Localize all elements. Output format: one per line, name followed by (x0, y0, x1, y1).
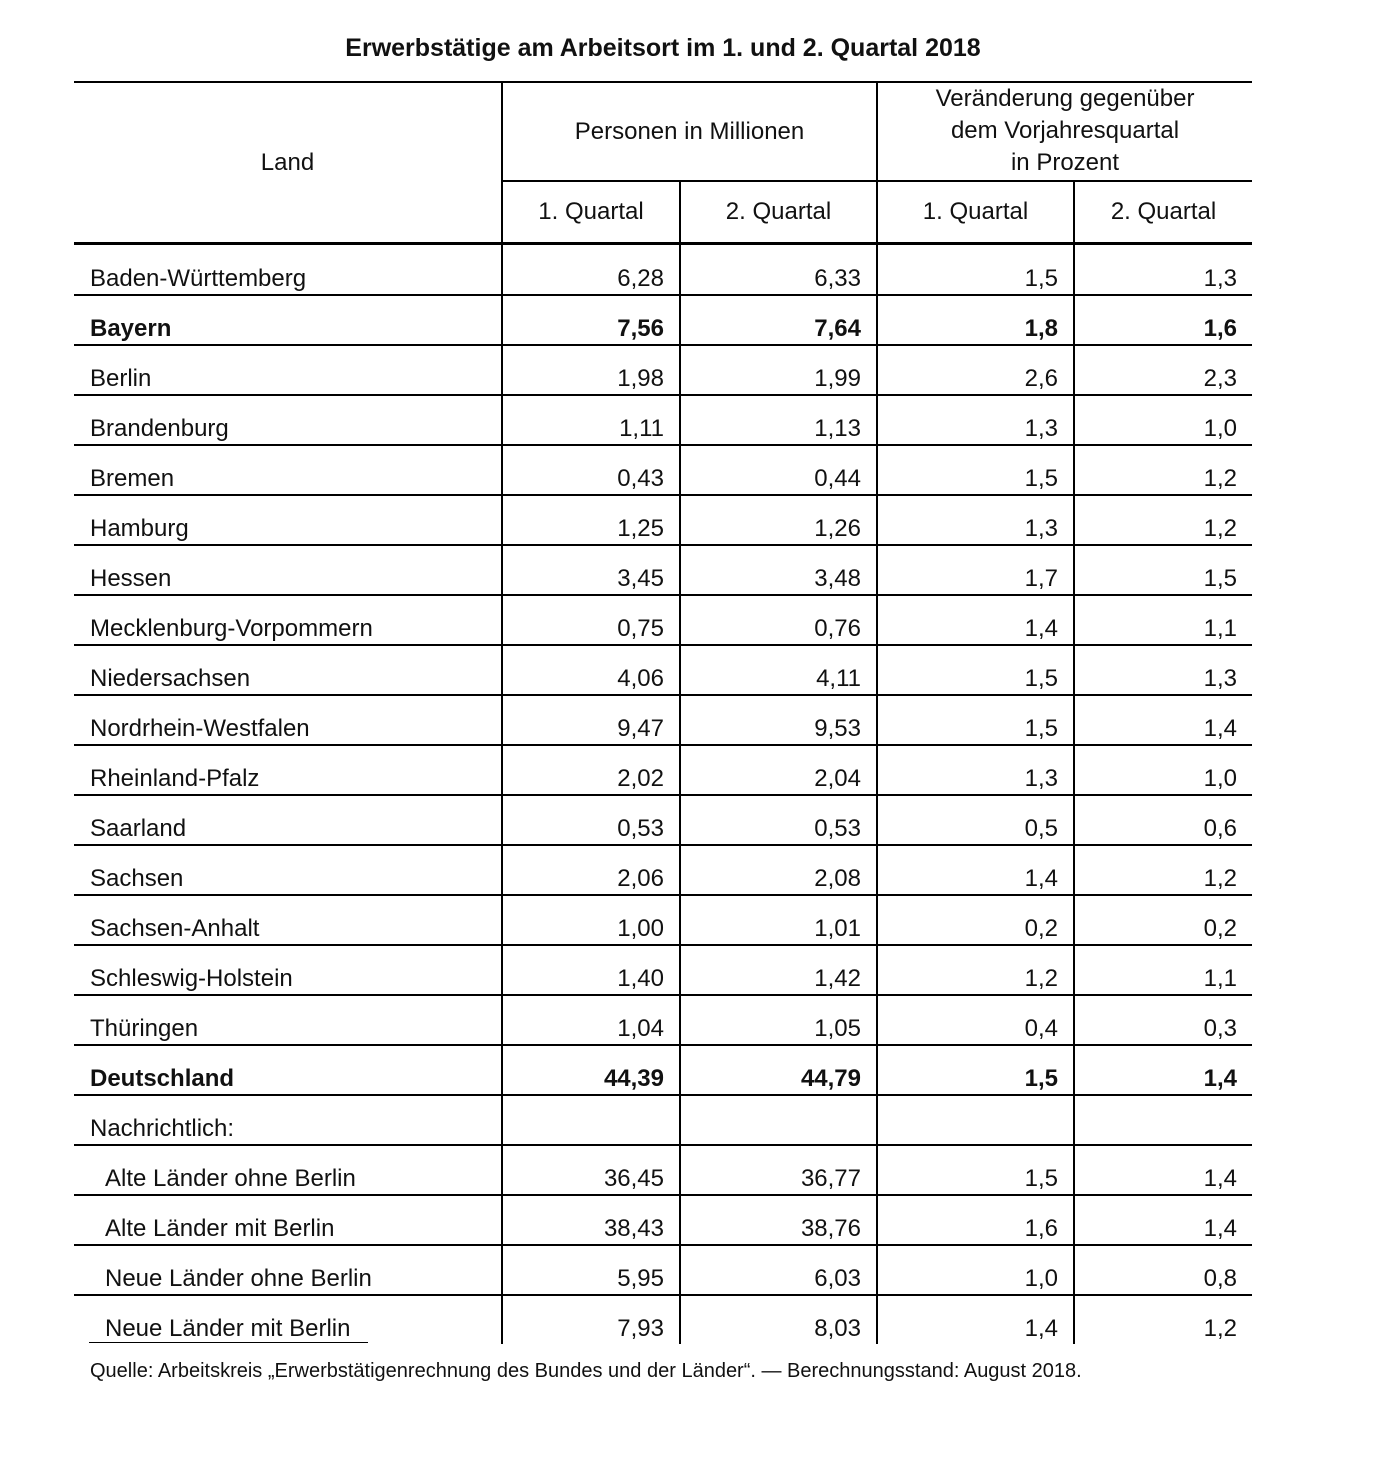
cell-veraenderung-q2: 1,2 (1074, 845, 1252, 895)
cell-personen-q2: 44,79 (680, 1045, 877, 1095)
row-name: Brandenburg (74, 395, 502, 445)
cell-personen-q1: 2,02 (502, 745, 680, 795)
table-row (74, 845, 1252, 895)
cell-personen-q1: 38,43 (502, 1195, 680, 1245)
row-name: Baden-Württemberg (74, 244, 502, 296)
row-name: Neue Länder mit Berlin (74, 1295, 502, 1344)
cell-personen-q2: 1,13 (680, 395, 877, 445)
header-personen-q1: 1. Quartal (502, 181, 680, 244)
cell-personen-q1: 44,39 (502, 1045, 680, 1095)
cell-veraenderung-q2: 0,3 (1074, 995, 1252, 1045)
cell-personen-q2: 36,77 (680, 1145, 877, 1195)
table-row-note-heading (74, 1095, 1252, 1145)
row-name: Sachsen-Anhalt (74, 895, 502, 945)
header-veraenderung-line3: in Prozent (1010, 149, 1120, 177)
cell-veraenderung-q1: 1,7 (877, 545, 1074, 595)
cell-veraenderung-q1 (877, 1095, 1074, 1145)
cell-personen-q1: 1,40 (502, 945, 680, 995)
cell-personen-q2: 6,03 (680, 1245, 877, 1295)
row-name: Mecklenburg-Vorpommern (74, 595, 502, 645)
table-row (74, 395, 1252, 445)
table-row (74, 1145, 1252, 1195)
cell-veraenderung-q1: 1,3 (877, 395, 1074, 445)
row-name: Hessen (74, 545, 502, 595)
cell-veraenderung-q2: 1,4 (1074, 695, 1252, 745)
cell-veraenderung-q1: 1,3 (877, 745, 1074, 795)
table-row (74, 595, 1252, 645)
cell-personen-q2: 2,04 (680, 745, 877, 795)
row-name: Thüringen (74, 995, 502, 1045)
cell-personen-q2: 3,48 (680, 545, 877, 595)
cell-personen-q1: 7,56 (502, 295, 680, 345)
cell-veraenderung-q1: 1,6 (877, 1195, 1074, 1245)
cell-veraenderung-q1: 1,5 (877, 1045, 1074, 1095)
cell-personen-q2: 9,53 (680, 695, 877, 745)
cell-veraenderung-q1: 0,4 (877, 995, 1074, 1045)
row-name: Alte Länder mit Berlin (74, 1195, 502, 1245)
cell-veraenderung-q2: 1,6 (1074, 295, 1252, 345)
cell-veraenderung-q2: 1,4 (1074, 1045, 1252, 1095)
header-veraenderung-line1: Veränderung gegenüber (935, 85, 1195, 113)
cell-veraenderung-q2: 1,2 (1203, 1315, 1238, 1342)
cell-personen-q1: 0,75 (502, 595, 680, 645)
table-row (74, 244, 1252, 296)
cell-personen-q1: 5,95 (502, 1245, 680, 1295)
cell-personen-q1: 2,06 (502, 845, 680, 895)
cell-veraenderung-q2: 1,1 (1074, 595, 1252, 645)
row-name: Neue Länder ohne Berlin (74, 1245, 502, 1295)
table-row (74, 545, 1252, 595)
header-land: Land (74, 82, 502, 244)
cell-personen-q1: 3,45 (502, 545, 680, 595)
table-row (74, 895, 1252, 945)
cell-veraenderung-q1: 1,0 (877, 1245, 1074, 1295)
row-name: Berlin (74, 345, 502, 395)
table-row (74, 995, 1252, 1045)
row-name: Deutschland (74, 1045, 502, 1095)
cell-veraenderung-q2: 0,6 (1074, 795, 1252, 845)
cell-veraenderung-q2 (1074, 1095, 1252, 1145)
cell-veraenderung-q1: 2,6 (877, 345, 1074, 395)
cell-veraenderung-q1: 0,2 (877, 895, 1074, 945)
cell-veraenderung-q1: 1,5 (877, 445, 1074, 495)
cell-personen-q2: 1,05 (680, 995, 877, 1045)
cell-personen-q2 (680, 1095, 877, 1145)
footnote-divider (89, 1342, 368, 1343)
cell-personen-q1: 6,28 (502, 244, 680, 296)
header-veraenderung-q1: 1. Quartal (877, 181, 1074, 244)
cell-veraenderung-q2: 0,8 (1074, 1245, 1252, 1295)
cell-personen-q2: 1,99 (680, 345, 877, 395)
row-name: Nordrhein-Westfalen (74, 695, 502, 745)
cell-personen-q1: 9,47 (502, 695, 680, 745)
cell-veraenderung-q2: 1,0 (1074, 395, 1252, 445)
cell-veraenderung-q2: 1,2 (1074, 495, 1252, 545)
cell-veraenderung-q1: 1,4 (877, 595, 1074, 645)
cell-personen-q2: 1,42 (680, 945, 877, 995)
cell-veraenderung-q1: 1,3 (877, 495, 1074, 545)
table-row (74, 795, 1252, 845)
table-row (74, 295, 1252, 345)
cell-personen-q1: 1,98 (502, 345, 680, 395)
table-row (74, 1195, 1252, 1245)
cell-veraenderung-q2: 1,4 (1074, 1195, 1252, 1245)
cell-veraenderung-q1: 1,5 (877, 645, 1074, 695)
table-row (74, 945, 1252, 995)
cell-personen-q1 (502, 1095, 680, 1145)
cell-veraenderung-q2: 1,4 (1074, 1145, 1252, 1195)
row-name: Bremen (74, 445, 502, 495)
table-row (74, 345, 1252, 395)
cell-personen-q1: 1,11 (502, 395, 680, 445)
cell-veraenderung-q1: 1,5 (877, 244, 1074, 296)
table-row (74, 745, 1252, 795)
cell-veraenderung-q1: 1,2 (877, 945, 1074, 995)
cell-personen-q2: 0,53 (680, 795, 877, 845)
table-row (74, 695, 1252, 745)
header-veraenderung (877, 82, 1252, 181)
row-name: Nachrichtlich: (74, 1095, 502, 1145)
cell-veraenderung-q2: 1,3 (1074, 645, 1252, 695)
table-row (74, 1295, 1252, 1344)
row-name: Saarland (74, 795, 502, 845)
cell-veraenderung-q2: 2,3 (1074, 345, 1252, 395)
cell-personen-q2: 0,76 (680, 595, 877, 645)
cell-veraenderung-q1: 1,8 (877, 295, 1074, 345)
cell-personen-q2: 1,26 (680, 495, 877, 545)
table-row (74, 495, 1252, 545)
table-title: Erwerbstätige am Arbeitsort im 1. und 2. Quartal 2018 (345, 34, 981, 62)
cell-veraenderung-q1: 1,4 (877, 1295, 1074, 1344)
row-name: Schleswig-Holstein (74, 945, 502, 995)
cell-personen-q2: 2,08 (680, 845, 877, 895)
cell-veraenderung-q1: 1,5 (877, 1145, 1074, 1195)
header-veraenderung-q2: 2. Quartal (1074, 181, 1252, 244)
cell-veraenderung-q2: 1,1 (1074, 945, 1252, 995)
cell-personen-q2: 8,03 (680, 1295, 877, 1344)
row-name: Bayern (74, 295, 502, 345)
cell-veraenderung-q1: 1,5 (877, 695, 1074, 745)
cell-personen-q2: 7,64 (680, 295, 877, 345)
cell-personen-q2: 6,33 (680, 244, 877, 296)
row-name: Hamburg (74, 495, 502, 545)
table-row (74, 445, 1252, 495)
cell-veraenderung-q2: 0,2 (1074, 895, 1252, 945)
cell-personen-q2: 1,01 (680, 895, 877, 945)
cell-veraenderung-q2: 1,2 (1074, 445, 1252, 495)
cell-personen-q1: 0,43 (502, 445, 680, 495)
table-row (74, 645, 1252, 695)
cell-personen-q1: 7,93 (502, 1295, 680, 1344)
employment-table (74, 81, 1252, 1344)
table-row-total (74, 1045, 1252, 1095)
source-footnote: Quelle: Arbeitskreis „Erwerbstätigenrechnung des Bundes und der Länder“. — Berechnungsstand: August 2018. (90, 1360, 1082, 1382)
header-veraenderung-line2: dem Vorjahresquartal (950, 117, 1180, 145)
cell-veraenderung-q1: 1,4 (877, 845, 1074, 895)
cell-veraenderung-q2: 1,5 (1074, 545, 1252, 595)
row-name: Rheinland-Pfalz (74, 745, 502, 795)
row-name: Alte Länder ohne Berlin (74, 1145, 502, 1195)
cell-personen-q1: 4,06 (502, 645, 680, 695)
cell-personen-q1: 1,04 (502, 995, 680, 1045)
cell-veraenderung-q1: 0,5 (877, 795, 1074, 845)
cell-personen-q2: 38,76 (680, 1195, 877, 1245)
cell-personen-q1: 1,00 (502, 895, 680, 945)
cell-personen-q1: 0,53 (502, 795, 680, 845)
cell-personen-q2: 4,11 (680, 645, 877, 695)
row-name: Niedersachsen (74, 645, 502, 695)
table-row (74, 1245, 1252, 1295)
row-name: Sachsen (74, 845, 502, 895)
cell-veraenderung-q2: 1,3 (1074, 244, 1252, 296)
header-personen-q2: 2. Quartal (680, 181, 877, 244)
cell-personen-q1: 36,45 (502, 1145, 680, 1195)
cell-personen-q2: 0,44 (680, 445, 877, 495)
cell-veraenderung-q2: 1,0 (1074, 745, 1252, 795)
header-personen: Personen in Millionen (502, 82, 877, 181)
cell-personen-q1: 1,25 (502, 495, 680, 545)
